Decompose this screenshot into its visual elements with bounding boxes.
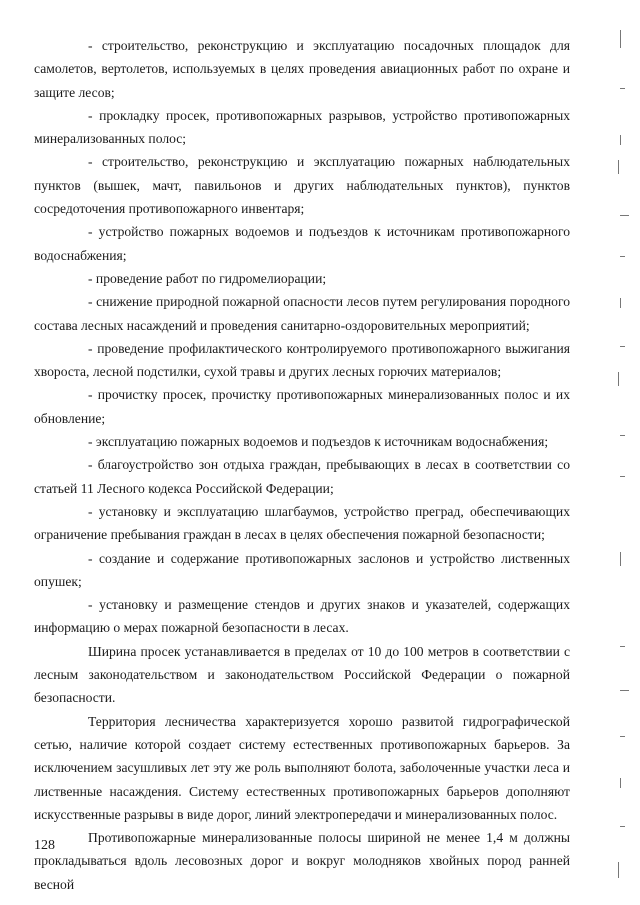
scan-margin-marks xyxy=(612,0,640,905)
scan-mark xyxy=(620,646,625,647)
paragraph-2: - прокладку просек, противопожарных разрывов, устройство противопожарных минерализованных полос; xyxy=(34,107,570,147)
scan-mark xyxy=(618,372,619,386)
paragraph-10: - благоустройство зон отдыха граждан, пребывающих в лесах в соответствии со статьей 11 Лесного кодекса Российской Федерации; xyxy=(34,457,570,496)
scan-mark xyxy=(620,298,621,308)
paragraph-15: Территория лесничества характеризуется хорошо развитой гидрографической сетью, наличие которой создает систему естественных противопожарных барьеров. За исключением засушливых лет эту же роль выполняют болота, заболоченные участки леса и лиственные насаждения. Систему естественных противопожарных барьеров дополняют искусственные разрывы в виде дорог, линий электропередачи и минерализованных полос. xyxy=(34,713,570,822)
scan-mark xyxy=(620,435,625,436)
scan-mark xyxy=(620,736,625,737)
scan-mark xyxy=(620,552,621,566)
scan-mark xyxy=(620,30,621,48)
scan-mark xyxy=(620,215,629,216)
paragraph-11: - установку и эксплуатацию шлагбаумов, устройство преград, обеспечивающих ограничение пребывания граждан в лесах в целях обеспечения пожарной безопасности; xyxy=(34,503,570,543)
document-page xyxy=(34,34,570,896)
paragraph-9: - эксплуатацию пожарных водоемов и подъездов к источникам водоснабжения; xyxy=(88,434,549,450)
scan-mark xyxy=(620,135,621,145)
paragraph-3: - строительство, реконструкцию и эксплуатацию пожарных наблюдательных пунктов (вышек, мачт, павильонов и других наблюдательных пунктов), пунктов сосредоточения противопожарного инвентаря; xyxy=(34,154,570,217)
paragraph-4: - устройство пожарных водоемов и подъездов к источникам противопожарного водоснабжения; xyxy=(34,224,570,263)
paragraph-14: Ширина просек устанавливается в пределах от 10 до 100 метров в соответствии с лесным законодательством и законодательством Российской Федерации о пожарной безопасности. xyxy=(34,643,570,706)
paragraph-6: - снижение природной пожарной опасности лесов путем регулирования породного состава лесных насаждений и проведения санитарно-оздоровительных мероприятий; xyxy=(34,294,570,333)
scan-mark xyxy=(620,346,625,347)
scan-mark xyxy=(620,778,621,788)
scan-mark xyxy=(620,476,625,477)
scan-mark xyxy=(618,862,619,878)
paragraph-13: - установку и размещение стендов и других знаков и указателей, содержащих информацию о мерах пожарной безопасности в лесах. xyxy=(34,597,570,636)
paragraph-12: - создание и содержание противопожарных заслонов и устройство лиственных опушек; xyxy=(34,550,570,589)
paragraph-5: - проведение работ по гидромелиорации; xyxy=(88,270,327,286)
scan-mark xyxy=(620,826,625,827)
scan-mark xyxy=(618,160,619,174)
scan-mark xyxy=(620,690,629,691)
scan-mark xyxy=(620,256,625,257)
paragraph-8: - прочистку просек, прочистку противопожарных минерализованных полос и их обновление; xyxy=(34,387,570,426)
scan-mark xyxy=(620,88,625,89)
paragraph-1: - строительство, реконструкцию и эксплуатацию посадочных площадок для самолетов, вертолетов, используемых в целях проведения авиационных работ по охране и защите лесов; xyxy=(34,38,570,100)
paragraph-16: Противопожарные минерализованные полосы шириной не менее 1,4 м должны прокладываться вдоль лесовозных дорог и вокруг молодняков хвойных пород ранней весной xyxy=(34,830,570,892)
page-number: 128 xyxy=(34,838,55,853)
paragraph-7: - проведение профилактического контролируемого противопожарного выжигания хвороста, лесной подстилки, сухой травы и других лесных горючих материалов; xyxy=(34,340,570,380)
